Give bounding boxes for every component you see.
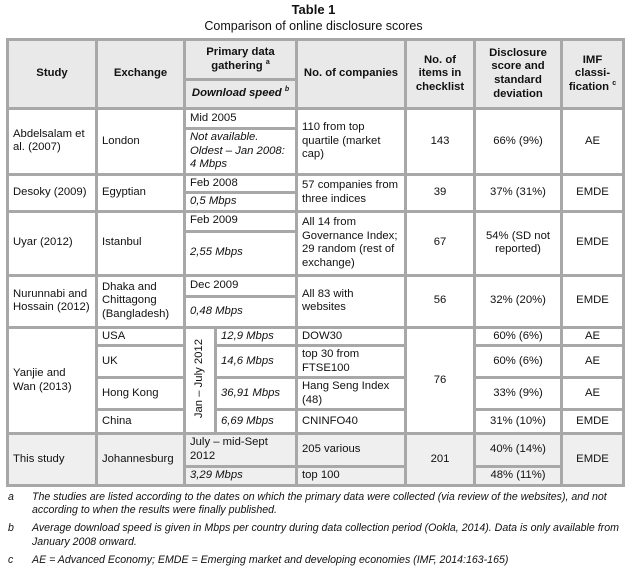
- date-cell: July – mid-Sept 2012: [185, 434, 297, 466]
- companies-cell: DOW30: [297, 327, 406, 346]
- companies-cell: CNINFO40: [297, 410, 406, 434]
- score-cell: 32% (20%): [475, 275, 562, 327]
- items-cell: 56: [406, 275, 475, 327]
- table-row: [8, 327, 624, 346]
- header-items: No. of items in checklist: [406, 40, 475, 109]
- header-score: Disclosure score and standard deviation: [475, 40, 562, 109]
- speed-cell: Not available. Oldest – Jan 2008: 4 Mbps: [185, 129, 297, 175]
- items-cell: 143: [406, 109, 475, 175]
- speed-cell: 12,9 Mbps: [216, 327, 297, 346]
- imf-cell: EMDE: [562, 174, 624, 211]
- companies-cell: All 83 with websites: [297, 275, 406, 327]
- exchange-cell: Hong Kong: [97, 378, 185, 410]
- header-exchange: Exchange: [97, 40, 185, 109]
- footnote-text: Average download speed is given in Mbps per country during data collection period (Ookla, 2014). Data is only available from January 2008 onward.: [32, 522, 619, 548]
- header-study: Study: [8, 40, 97, 109]
- footnote: [8, 522, 623, 550]
- speed-cell: 3,29 Mbps: [185, 466, 297, 485]
- study-cell: Uyar (2012): [8, 211, 97, 275]
- exchange-cell: London: [97, 109, 185, 175]
- imf-cell: AE: [562, 109, 624, 175]
- table-title: Table 1: [291, 2, 336, 17]
- speed-cell: 36,91 Mbps: [216, 378, 297, 410]
- exchange-cell: Egyptian: [97, 174, 185, 211]
- speed-cell: 0,48 Mbps: [185, 296, 297, 327]
- footnote-key: a: [8, 490, 14, 503]
- speed-cell: 14,6 Mbps: [216, 346, 297, 378]
- date-cell-vertical: Jan – July 2012: [185, 327, 216, 434]
- table-row: [8, 434, 624, 466]
- imf-cell: EMDE: [562, 275, 624, 327]
- footnote-key: b: [8, 522, 14, 535]
- score-cell: 40% (14%): [475, 434, 562, 466]
- exchange-cell: Dhaka and Chittagong (Bangladesh): [97, 275, 185, 327]
- study-cell: Abdelsalam et al. (2007): [8, 109, 97, 175]
- header-companies: No. of companies: [297, 40, 406, 109]
- companies-cell: All 14 from Governance Index; 29 random (rest of exchange): [297, 211, 406, 275]
- table-row: [8, 174, 624, 193]
- imf-cell: EMDE: [562, 211, 624, 275]
- table-row: [8, 109, 624, 129]
- score-cell: 31% (10%): [475, 410, 562, 434]
- date-cell: Mid 2005: [185, 109, 297, 129]
- score-cell: 48% (11%): [475, 466, 562, 485]
- score-cell: 37% (31%): [475, 174, 562, 211]
- header-primary: Primary data gathering $^a$: [185, 40, 297, 80]
- table-row: [8, 378, 624, 410]
- study-cell: This study: [8, 434, 97, 485]
- study-cell: Nurunnabi and Hossain (2012): [8, 275, 97, 327]
- study-cell: Desoky (2009): [8, 174, 97, 211]
- table-row: [8, 410, 624, 434]
- footnote-key: c: [8, 553, 14, 566]
- companies-cell: top 30 from FTSE100: [297, 346, 406, 378]
- items-cell: 201: [406, 434, 475, 485]
- companies-cell: 205 various: [297, 434, 406, 466]
- companies-cell: 57 companies from three indices: [297, 174, 406, 211]
- companies-cell: Hang Seng Index (48): [297, 378, 406, 410]
- footnote: [8, 554, 623, 568]
- score-cell: 66% (9%): [475, 109, 562, 175]
- footnote: [8, 491, 623, 519]
- date-cell: Dec 2009: [185, 275, 297, 296]
- exchange-cell: Istanbul: [97, 211, 185, 275]
- study-cell: Yanjie and Wan (2013): [8, 327, 97, 434]
- comparison-table: [6, 38, 625, 487]
- speed-cell: 0,5 Mbps: [185, 193, 297, 212]
- exchange-cell: Johannesburg: [97, 434, 185, 485]
- imf-cell: EMDE: [562, 434, 624, 485]
- table-row: [8, 346, 624, 378]
- speed-cell: 6,69 Mbps: [216, 410, 297, 434]
- footnote-text: AE = Advanced Economy; EMDE = Emerging market and developing economies (IMF, 2014:163-165): [32, 553, 509, 566]
- date-cell: Feb 2008: [185, 174, 297, 193]
- table-row: [8, 275, 624, 296]
- score-cell: 60% (6%): [475, 327, 562, 346]
- score-cell: 60% (6%): [475, 346, 562, 378]
- score-cell: 54% (SD not reported): [475, 211, 562, 275]
- speed-cell: 2,55 Mbps: [185, 231, 297, 275]
- companies-cell: top 100: [297, 466, 406, 485]
- exchange-cell: China: [97, 410, 185, 434]
- table-row: [8, 211, 624, 231]
- imf-cell: AE: [562, 327, 624, 346]
- items-cell: 76: [406, 327, 475, 434]
- imf-cell: EMDE: [562, 410, 624, 434]
- header-speed: Download speed $^b$: [185, 80, 297, 109]
- header-imf: IMF classi-fication $^c$: [562, 40, 624, 109]
- items-cell: 39: [406, 174, 475, 211]
- date-cell: Feb 2009: [185, 211, 297, 231]
- footnote-text: The studies are listed according to the dates on which the primary data were collected (via review of the websites), and not according to when the results were finally published.: [32, 490, 607, 517]
- exchange-cell: USA: [97, 327, 185, 346]
- score-cell: 33% (9%): [475, 378, 562, 410]
- companies-cell: 110 from top quartile (market cap): [297, 109, 406, 175]
- exchange-cell: UK: [97, 346, 185, 378]
- imf-cell: AE: [562, 346, 624, 378]
- items-cell: 67: [406, 211, 475, 275]
- imf-cell: AE: [562, 378, 624, 410]
- footnotes: [8, 491, 623, 568]
- table-subtitle: Comparison of online disclosure scores: [204, 19, 423, 33]
